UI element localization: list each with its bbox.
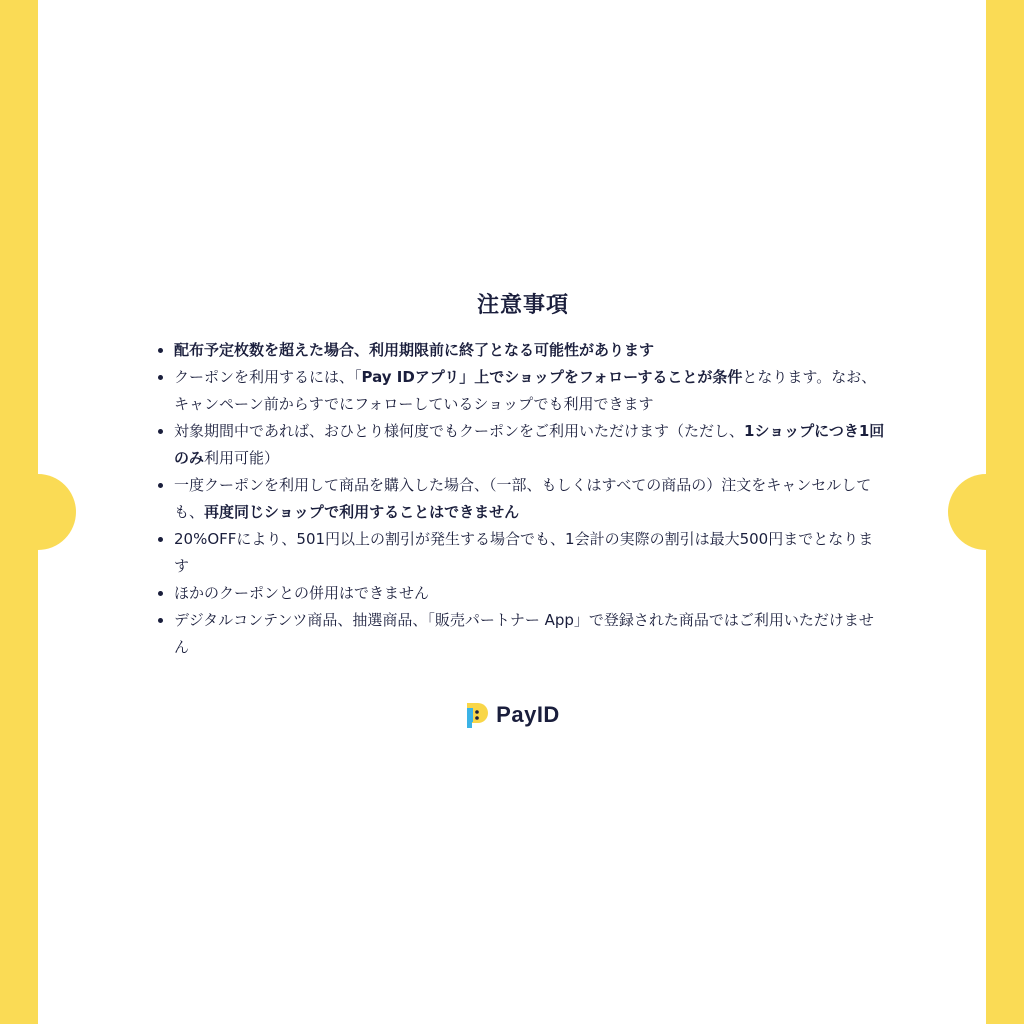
payid-logo-text: PayID — [496, 702, 560, 727]
notice-list — [158, 337, 888, 661]
notice-item — [158, 526, 888, 580]
notice-title: 注意事項 — [476, 293, 569, 318]
payid-logo — [38, 700, 986, 730]
ticket-notch-left — [38, 474, 76, 550]
notice-item — [158, 337, 888, 364]
notice-item — [158, 418, 888, 472]
payid-logo-icon — [464, 700, 490, 730]
notice-text: 20%OFFにより、501円以上の割引が発生する場合でも、1会計の実際の割引は最大500円までとなります — [174, 530, 874, 575]
notice-text: 対象期間中であれば、おひとり様何度でもクーポンをご利用いただけます（ただし、 — [174, 422, 745, 440]
notice-item — [158, 364, 888, 418]
notice-item — [158, 607, 888, 661]
notice-text: クーポンを利用するには、「 — [174, 368, 362, 386]
notice-text: となります。なお、キャンペーン前からすでにフォローしているショップでも利用できます — [174, 368, 877, 413]
notice-text-bold: 配布予定枚数を超えた場合、利用期限前に終了となる可能性があります — [174, 341, 655, 359]
notice-text-bold: Pay IDアプリ」上でショップをフォローすることが条件 — [361, 368, 743, 386]
ticket-notch-right — [948, 474, 986, 550]
coupon-ticket — [38, 0, 986, 1024]
notice-item — [158, 580, 888, 607]
notice-section — [158, 288, 888, 661]
notice-text: デジタルコンテンツ商品、抽選商品、「販売パートナー App」で登録された商品ではご利用いただけません — [174, 611, 874, 656]
notice-text: 利用可能） — [204, 449, 280, 467]
notice-item — [158, 472, 888, 526]
notice-text: ほかのクーポンとの併用はできません — [174, 584, 430, 602]
notice-text: 一度クーポンを利用して商品を購入した場合、（一部、もしくはすべての商品の）注文をキャンセルしても、 — [174, 476, 872, 521]
notice-text-bold: 1ショップにつき1回のみ — [174, 422, 885, 467]
notice-text-bold: 再度同じショップで利用することはできません — [204, 503, 520, 521]
